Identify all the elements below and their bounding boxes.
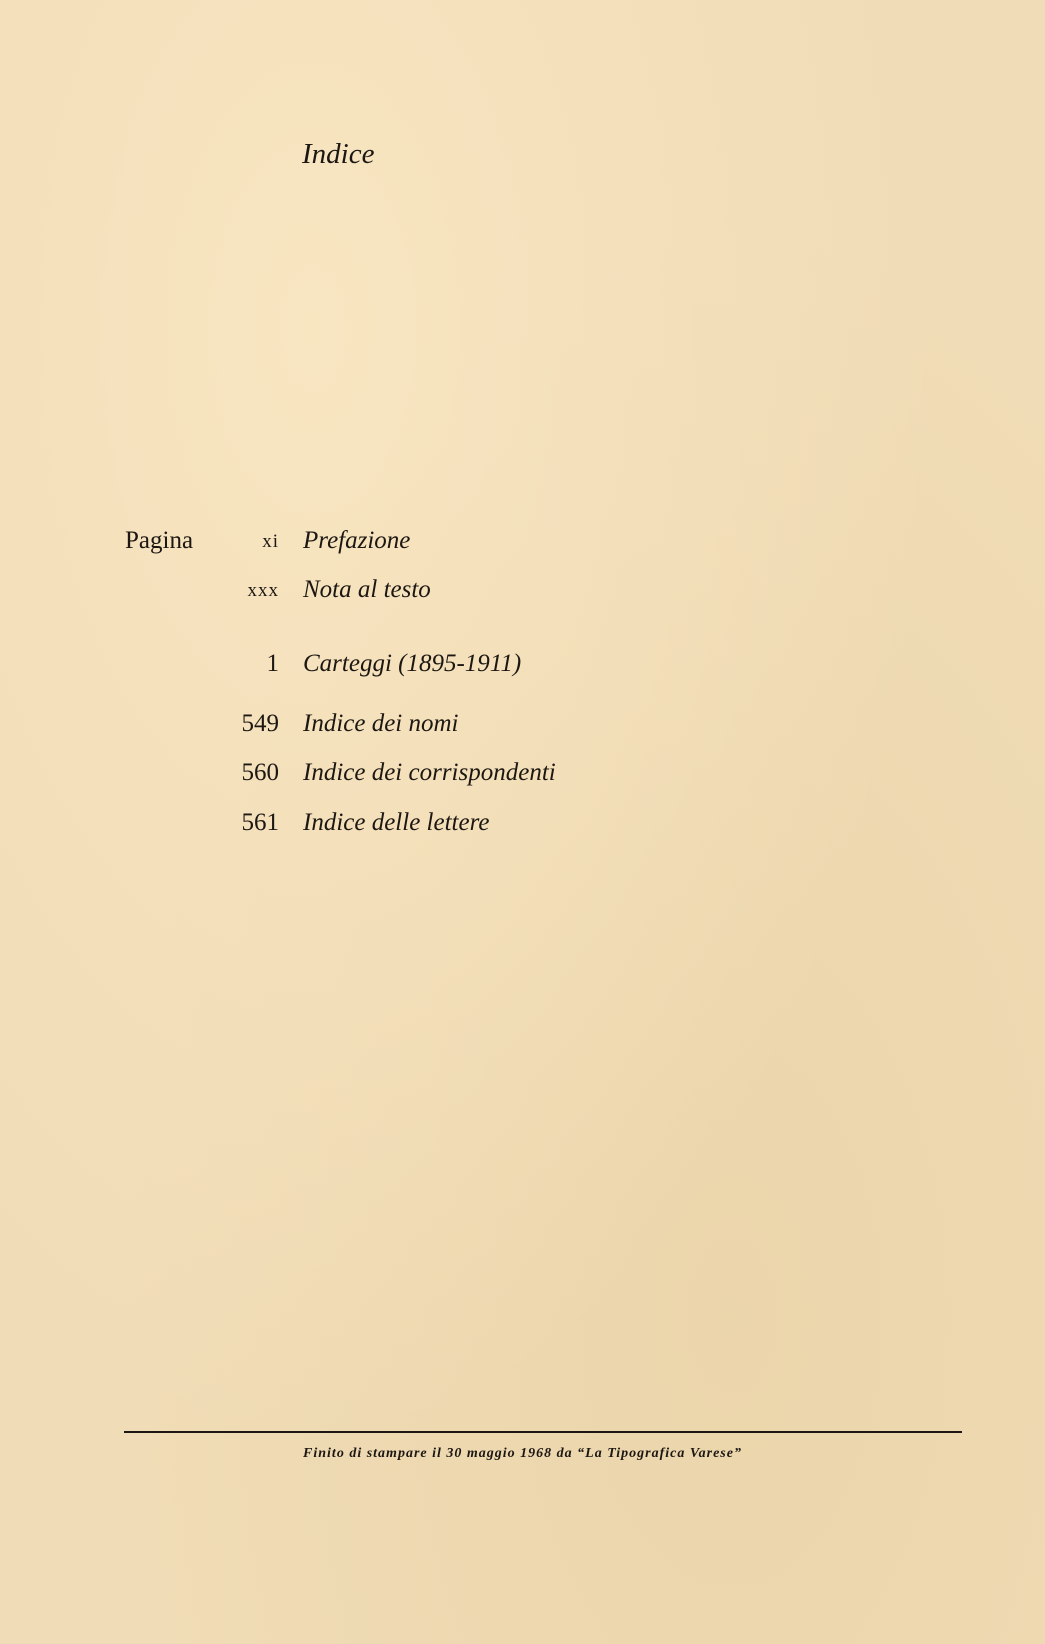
footer-divider (124, 1431, 962, 1433)
toc-entry-title: Prefazione (303, 527, 411, 554)
toc-entry (0, 650, 1045, 686)
toc-entry-title: Carteggi (1895-1911) (303, 650, 522, 677)
toc-entry-page: xi (262, 531, 279, 552)
toc-column-label: Pagina (125, 527, 194, 554)
toc-entry (0, 576, 1045, 612)
toc-entry-title: Indice dei nomi (303, 710, 459, 737)
page-title: Indice (302, 138, 375, 170)
toc-entry-page: 1 (266, 650, 279, 677)
toc-entry (0, 809, 1045, 845)
toc-entry-title: Indice delle lettere (303, 809, 490, 836)
toc-entry-page: xxx (247, 580, 279, 601)
toc-entry (0, 759, 1045, 795)
toc-entry-page: 549 (241, 710, 279, 737)
toc-entry (0, 710, 1045, 746)
colophon: Finito di stampare il 30 maggio 1968 da “La Tipografica Varese” (303, 1446, 742, 1461)
toc-entry (0, 527, 1045, 563)
toc-entry-title: Nota al testo (303, 576, 431, 603)
toc-entry-page: 561 (241, 809, 279, 836)
toc-entry-page: 560 (241, 759, 279, 786)
toc-entry-title: Indice dei corrispondenti (303, 759, 556, 786)
